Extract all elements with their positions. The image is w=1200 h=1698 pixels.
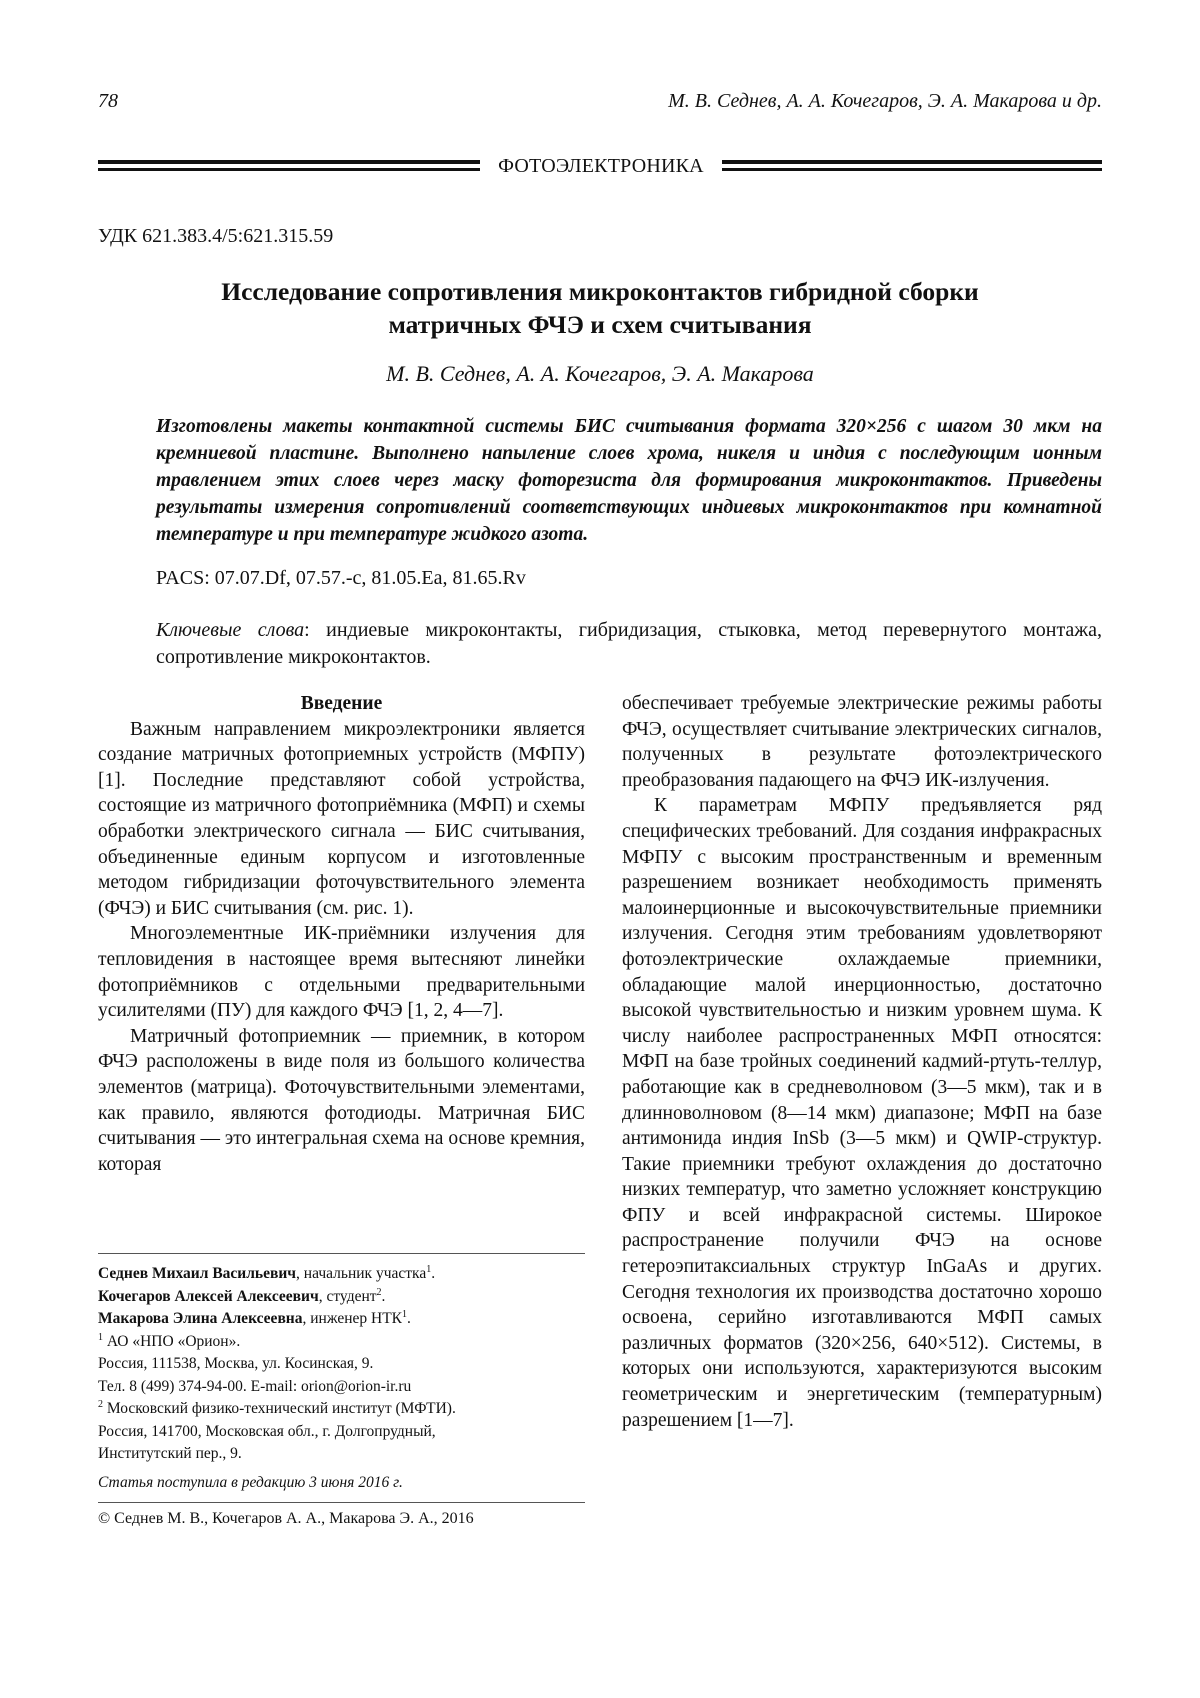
received-date: Статья поступила в редакцию 3 июня 2016 г. xyxy=(98,1474,403,1491)
page-number: 78 xyxy=(98,90,118,112)
author-1-name: Седнев Михаил Васильевич xyxy=(98,1265,297,1282)
copyright: © Седнев М. В., Кочегаров А. А., Макарова Э. А., 2016 xyxy=(98,1510,474,1527)
author-1-end: . xyxy=(431,1265,436,1282)
author-3-mark: 1 xyxy=(402,1308,408,1320)
affiliation-1 xyxy=(98,1331,585,1354)
right-paragraph: К параметрам МФПУ предъявляется ряд специфических требований. Для создания инфракрасных МФПУ с высоким пространственным и временным разрешением возникает необходимость применять малоинерционные и высокочувствительные приемники излучения. Сегодня этим требованиям удовлетворяют фотоэлектрические охлаждаемые приемники, обладающие малой инерционностью, достаточно высокой чувствительностью и низким уровнем шума. К числу наиболее распространенных МФП относятся: МФП на базе тройных соединений кадмий-ртуть-теллур, работающие как в средневолновом (3—5 мкм), так и в длинноволновом (8—14 мкм) диапазоне; МФП на базе антимонида индия InSb (3—5 мкм) и QWIP-структур. Такие приемники требуют охлаждения до достаточно низких температур, что заметно усложняет конструкцию ФПУ и всей инфракрасной системы. Широкое распространение получили ФЧЭ на основе гетероэпитаксиальных структур InGaAs и других. Сегодня технология их производства достаточно хорошо освоена, серийно изготавливаются МФП самых различных форматов (320×256, 640×512). Системы, в которых они используются, характеризуются высоким геометрическим и энергетическим (температурным) разрешением [1—7]. xyxy=(622,795,1102,1431)
author-2-mark: 2 xyxy=(376,1286,382,1298)
right-paragraph: обеспечивает требуемые электрические режимы работы ФЧЭ, осуществляет считывание электрических сигналов, полученных в результате фотоэлектрического преобразования падающего на ФЧЭ ИК-излучения. xyxy=(622,693,1102,791)
copyright-divider xyxy=(98,1502,585,1503)
keywords-label: Ключевые слова xyxy=(156,619,305,641)
author-1-role: , начальник участка xyxy=(296,1265,427,1282)
affiliation-2-address-2: Институтский пер., 9. xyxy=(98,1445,242,1462)
affiliation-2-address-1: Россия, 141700, Московская обл., г. Долгопрудный, xyxy=(98,1422,436,1440)
affiliation-1-address: Россия, 111538, Москва, ул. Косинская, 9. xyxy=(98,1355,374,1372)
keywords-text: : индиевые микроконтакты, гибридизация, стыковка, метод перевернутого монтажа, сопротивление микроконтактов. xyxy=(156,619,1103,668)
section-label: ФОТОЭЛЕКТРОНИКА xyxy=(498,155,704,177)
title-line-2: матричных ФЧЭ и схем считывания xyxy=(388,310,812,339)
author-1-note xyxy=(98,1263,585,1286)
author-3-note xyxy=(98,1308,585,1331)
pacs-codes: PACS: 07.07.Df, 07.57.-c, 81.05.Ea, 81.65.Rv xyxy=(156,567,526,589)
section-rule-left xyxy=(98,160,480,174)
affiliation-2-mark: 2 xyxy=(98,1398,103,1410)
running-head: М. В. Седнев, А. А. Кочегаров, Э. А. Макарова и др. xyxy=(668,90,1102,112)
author-2-role: , студент xyxy=(318,1287,377,1305)
left-paragraph: Многоэлементные ИК-приёмники излучения для тепловидения в настоящее время вытесняют линейки фотоприёмников с отдельными предварительными усилителями (ПУ) для каждого ФЧЭ [1, 2, 4—7]. xyxy=(98,923,585,1022)
author-footnotes xyxy=(98,1263,585,1466)
affiliation-1-contacts: Тел. 8 (499) 374-94-00. E-mail: orion@orion-ir.ru xyxy=(98,1377,412,1395)
paper-title xyxy=(98,275,1102,341)
section-rule-right xyxy=(722,160,1102,174)
left-paragraph: Важным направлением микроэлектроники является создание матричных фотоприемных устройств (МФПУ) [1]. Последние представляют собой устройства, состоящие из матричного фотоприёмника (МФП) и схемы обработки электрического сигнала — БИС считывания, объединенные единым корпусом и изготовленные методом гибридизации фоточувствительного элемента (ФЧЭ) и БИС считывания (см. рис. 1). xyxy=(98,718,585,919)
affiliation-2-name: Московский физико-технический институт (МФТИ). xyxy=(103,1400,456,1417)
affiliation-2 xyxy=(98,1398,585,1421)
author-2-note xyxy=(98,1286,585,1309)
keywords xyxy=(156,617,1102,671)
author-2-name: Кочегаров Алексей Алексеевич xyxy=(98,1287,319,1305)
authors: М. В. Седнев, А. А. Кочегаров, Э. А. Макарова xyxy=(386,361,814,386)
udk-code: УДК 621.383.4/5:621.315.59 xyxy=(98,225,334,247)
title-line-1: Исследование сопротивления микроконтактов гибридной сборки xyxy=(221,277,979,306)
abstract: Изготовлены макеты контактной системы БИС считывания формата 320×256 с шагом 30 мкм на кремниевой пластине. Выполнено напыление слоев хрома, никеля и индия с последующим ионным травлением этих слоев через маску фоторезиста для формирования микроконтактов. Приведены результаты измерения сопротивлений соответствующих индиевых микроконтактов при комнатной температуре и при температуре жидкого азота. xyxy=(156,416,1102,545)
left-column xyxy=(98,691,585,1177)
author-3-role: , инженер НТК xyxy=(302,1310,403,1327)
affiliation-1-name: АО «НПО «Орион». xyxy=(103,1332,241,1350)
author-3-name: Макарова Элина Алексеевна xyxy=(98,1310,303,1327)
affiliation-1-mark: 1 xyxy=(98,1331,103,1343)
author-2-end: . xyxy=(381,1287,386,1305)
right-column xyxy=(622,691,1102,1433)
footnote-divider xyxy=(98,1253,585,1254)
left-paragraph: Матричный фотоприемник — приемник, в котором ФЧЭ расположены в виде поля из большого количества элементов (матрица). Фоточувствительными элементами, как правило, являются фотодиоды. Матричная БИС считывания — это интегральная схема на основе кремния, которая xyxy=(98,1025,585,1175)
author-3-end: . xyxy=(407,1310,411,1327)
author-1-mark: 1 xyxy=(426,1263,432,1275)
intro-heading: Введение xyxy=(300,693,383,714)
